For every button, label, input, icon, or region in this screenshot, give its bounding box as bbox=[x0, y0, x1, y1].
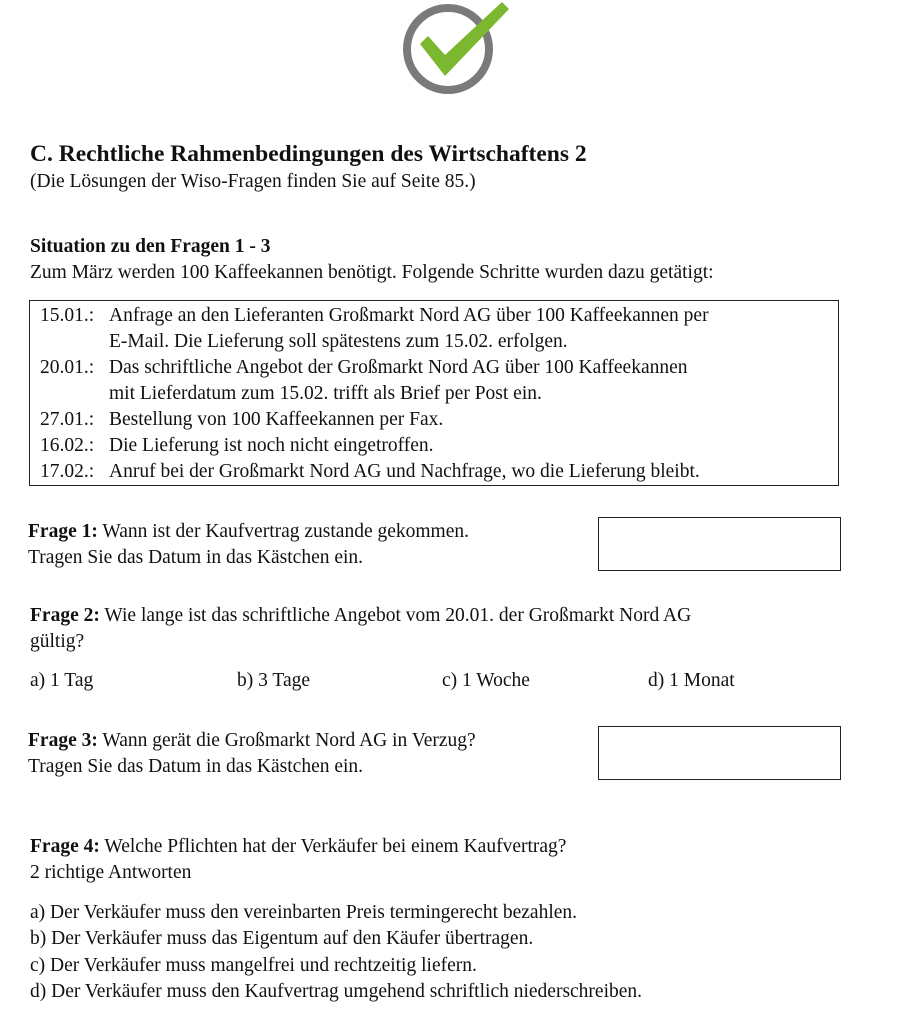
checkmark-circle-icon bbox=[398, 0, 516, 100]
step-item bbox=[40, 459, 700, 485]
page-subtitle: (Die Lösungen der Wiso-Fragen finden Sie auf Seite 85.) bbox=[30, 171, 476, 192]
situation-steps-box bbox=[29, 300, 839, 486]
frage2-text: Wie lange ist das schriftliche Angebot vom 20.01. der Großmarkt Nord AG bbox=[104, 605, 692, 626]
frage2-label: Frage 2: bbox=[30, 605, 100, 626]
step-date: 20.01.: bbox=[40, 357, 95, 378]
frage3-label: Frage 3: bbox=[28, 730, 98, 751]
frage2-option-c[interactable]: c) 1 Woche bbox=[442, 670, 530, 691]
frage1-instruction: Tragen Sie das Datum in das Kästchen ein. bbox=[28, 547, 364, 568]
frage2-question bbox=[30, 603, 691, 629]
situation-intro: Zum März werden 100 Kaffeekannen benötigt. Folgende Schritte wurden dazu getätigt: bbox=[30, 262, 714, 283]
frage1-question bbox=[28, 519, 469, 545]
frage2-text-continued: gültig? bbox=[30, 631, 85, 652]
step-date: 15.01.: bbox=[40, 305, 95, 326]
situation-title: Situation zu den Fragen 1 - 3 bbox=[30, 236, 271, 257]
frage2-option-d[interactable]: d) 1 Monat bbox=[648, 670, 735, 691]
logo-ring bbox=[407, 8, 489, 90]
frage2-option-a[interactable]: a) 1 Tag bbox=[30, 670, 94, 691]
checkmark-logo bbox=[398, 0, 516, 100]
frage4-option-a[interactable]: a) Der Verkäufer muss den vereinbarten Preis termingerecht bezahlen. bbox=[30, 902, 578, 923]
frage1-label: Frage 1: bbox=[28, 521, 98, 542]
step-date: 27.01.: bbox=[40, 409, 95, 430]
step-text-continued: E-Mail. Die Lieferung soll spätestens zum 15.02. erfolgen. bbox=[109, 331, 568, 352]
frage3-answer-box[interactable] bbox=[598, 726, 841, 780]
step-text: Anruf bei der Großmarkt Nord AG und Nachfrage, wo die Lieferung bleibt. bbox=[109, 461, 700, 482]
step-text: Die Lieferung ist noch nicht eingetroffen. bbox=[109, 435, 434, 456]
frage3-instruction: Tragen Sie das Datum in das Kästchen ein. bbox=[28, 756, 364, 777]
frage1-text: Wann ist der Kaufvertrag zustande gekommen. bbox=[102, 521, 470, 542]
frage2-option-b[interactable]: b) 3 Tage bbox=[237, 670, 311, 691]
step-item bbox=[40, 355, 688, 407]
frage4-option-d[interactable]: d) Der Verkäufer muss den Kaufvertrag umgehend schriftlich niederschreiben. bbox=[30, 981, 643, 1002]
step-item bbox=[40, 433, 434, 459]
step-text-continued: mit Lieferdatum zum 15.02. trifft als Brief per Post ein. bbox=[109, 383, 542, 404]
page-title: C. Rechtliche Rahmenbedingungen des Wirtschaftens 2 bbox=[30, 141, 587, 167]
frage4-text: Welche Pflichten hat der Verkäufer bei einem Kaufvertrag? bbox=[104, 836, 567, 857]
frage4-question bbox=[30, 834, 566, 860]
step-text: Das schriftliche Angebot der Großmarkt Nord AG über 100 Kaffeekannen bbox=[109, 357, 688, 378]
frage3-text: Wann gerät die Großmarkt Nord AG in Verzug? bbox=[102, 730, 476, 751]
frage4-instruction: 2 richtige Antworten bbox=[30, 862, 192, 883]
frage4-option-b[interactable]: b) Der Verkäufer muss das Eigentum auf den Käufer übertragen. bbox=[30, 928, 534, 949]
frage4-label: Frage 4: bbox=[30, 836, 100, 857]
step-date: 16.02.: bbox=[40, 435, 95, 456]
frage1-answer-box[interactable] bbox=[598, 517, 841, 571]
frage3-question bbox=[28, 728, 476, 754]
step-item bbox=[40, 407, 443, 433]
step-date: 17.02.: bbox=[40, 461, 95, 482]
step-item bbox=[40, 303, 709, 355]
step-text: Bestellung von 100 Kaffeekannen per Fax. bbox=[109, 409, 444, 430]
step-text: Anfrage an den Lieferanten Großmarkt Nord AG über 100 Kaffeekannen per bbox=[109, 305, 709, 326]
frage4-option-c[interactable]: c) Der Verkäufer muss mangelfrei und rechtzeitig liefern. bbox=[30, 955, 477, 976]
